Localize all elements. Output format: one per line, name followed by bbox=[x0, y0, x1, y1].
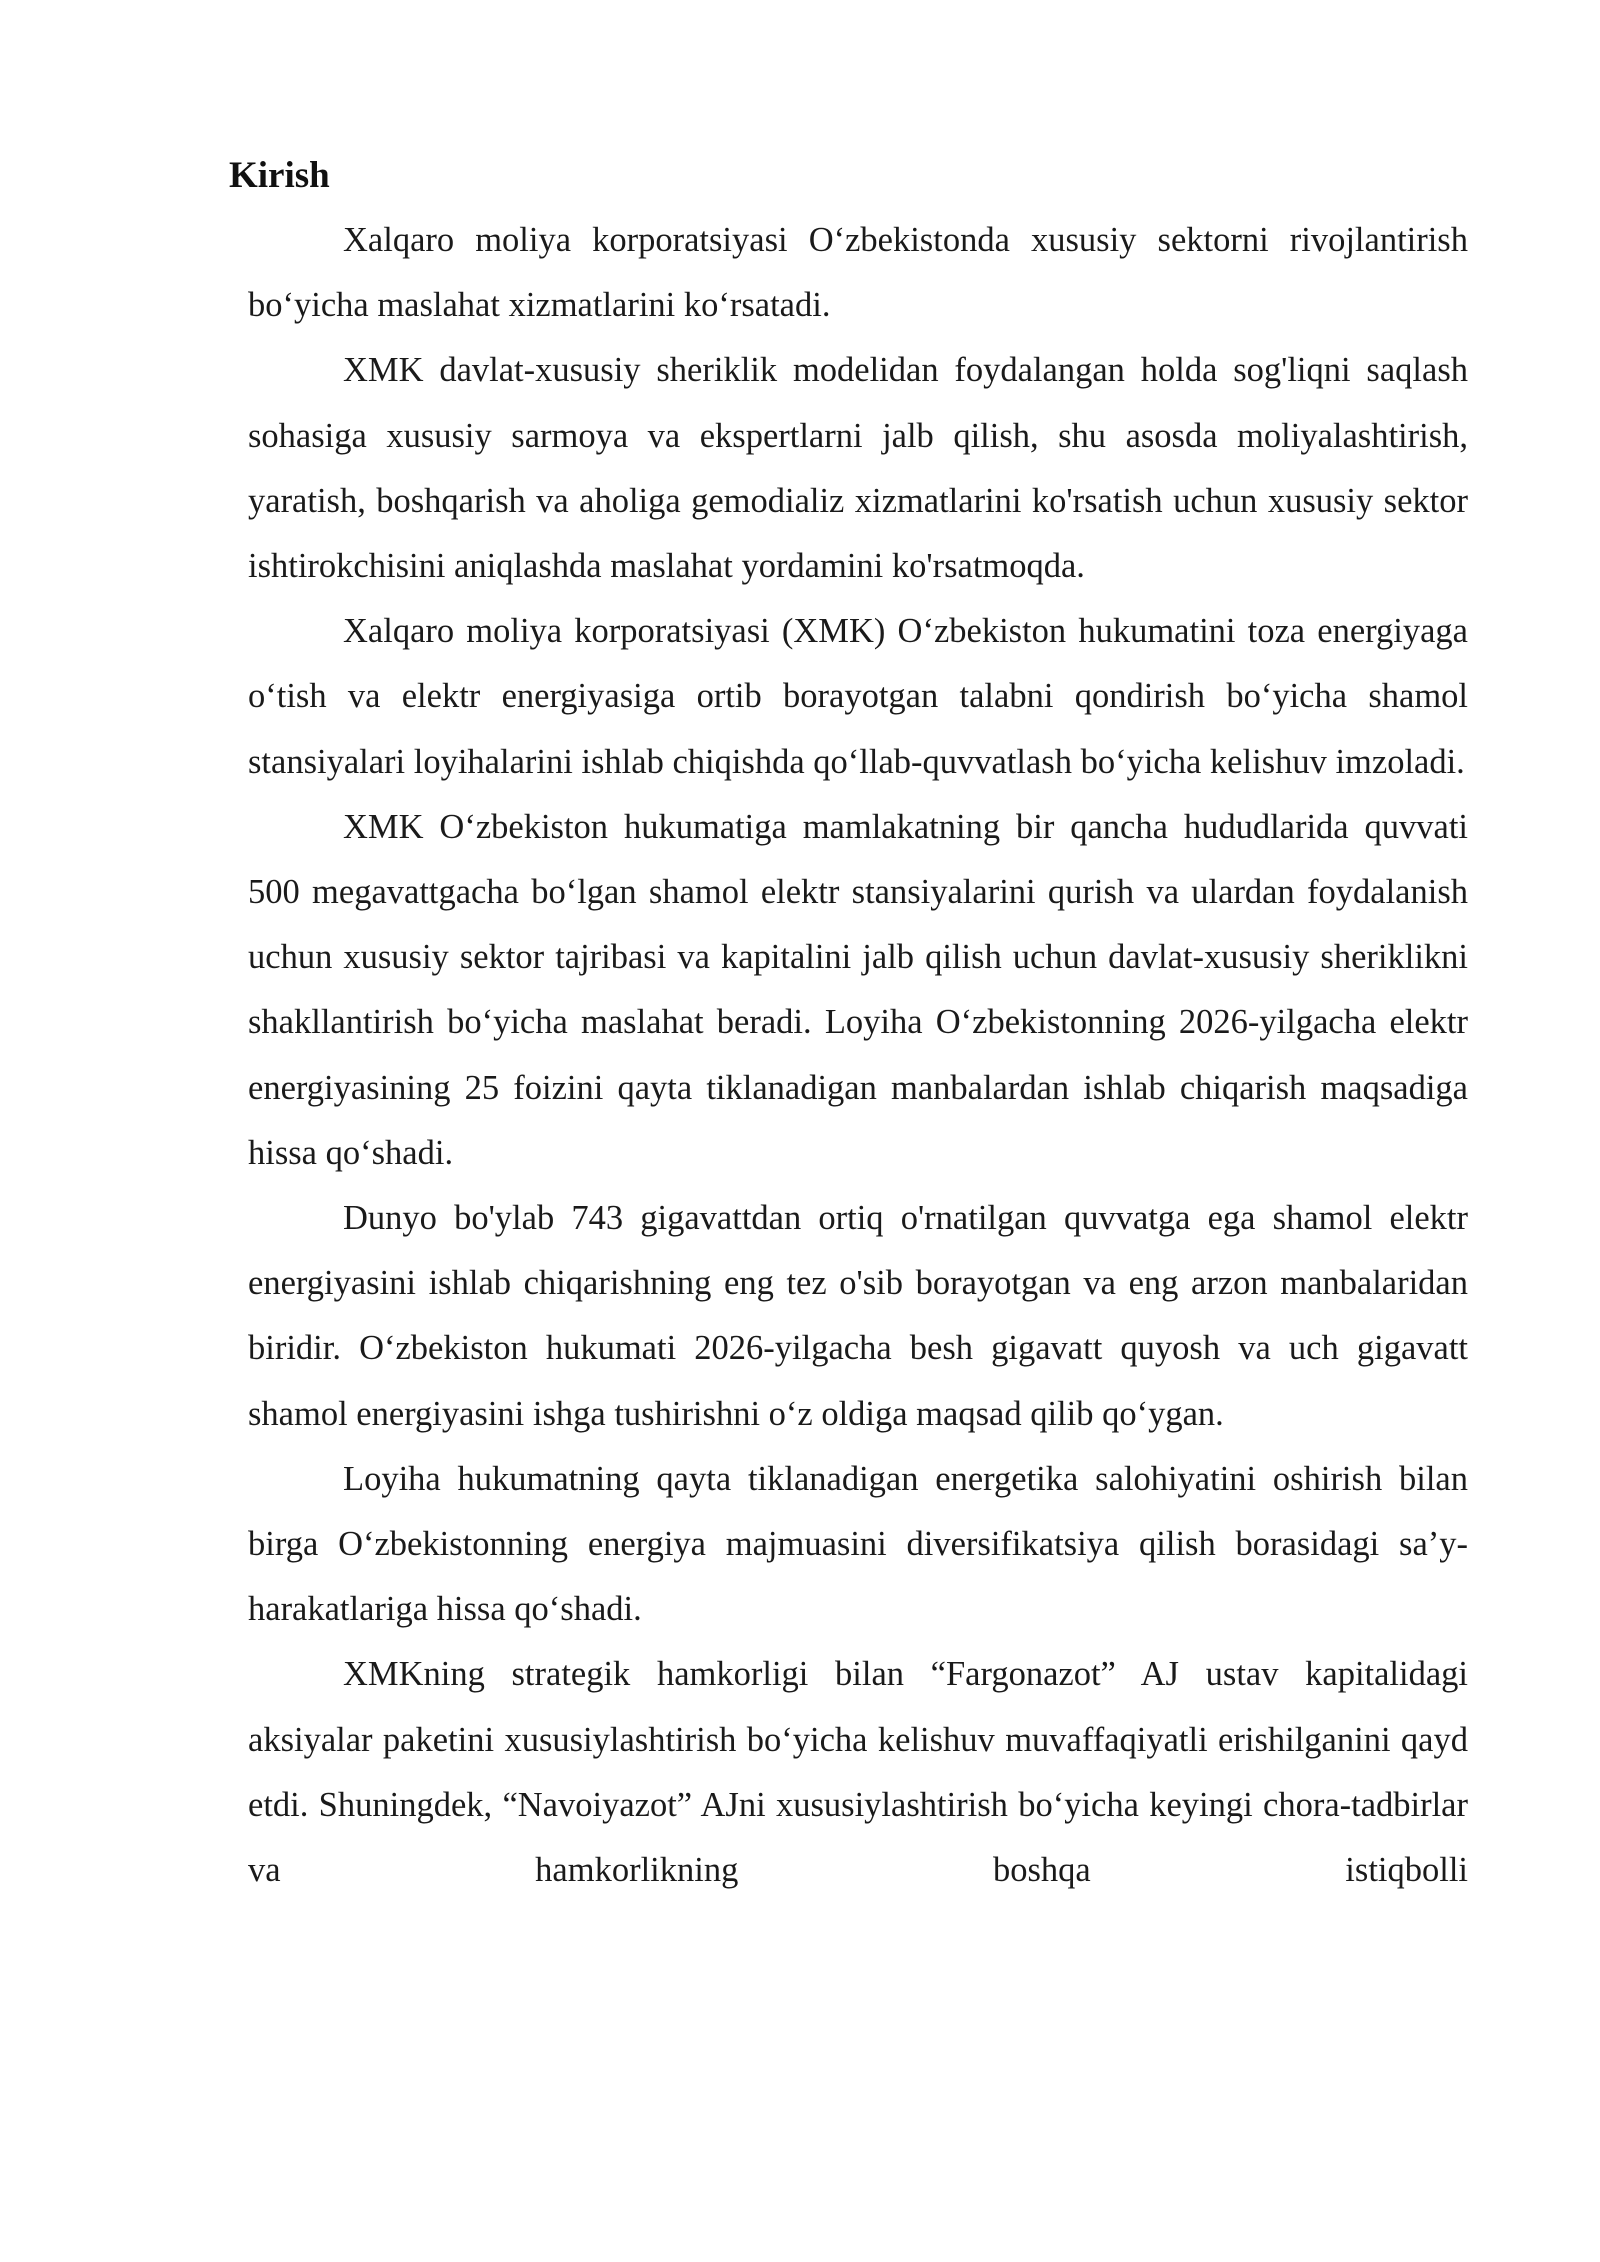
paragraph-6: Loyiha hukumatning qayta tiklanadigan energetika salohiyatini oshirish bilan birga O‘zbekistonning energiya majmuasini diversifikatsiya qilish borasidagi sa’y-harakatlariga hissa qo‘shadi. bbox=[248, 1459, 1468, 1629]
document-body bbox=[248, 208, 1468, 1903]
section-heading: Kirish bbox=[229, 155, 330, 196]
paragraph-3: Xalqaro moliya korporatsiyasi (XMK) O‘zbekiston hukumatini toza energiyaga o‘tish va elektr energiyasiga ortib borayotgan talabni qondirish bo‘yicha shamol stansiyalari loyihalarini ishlab chiqishda qo‘llab-quvvatlash bo‘yicha kelishuv imzoladi. bbox=[248, 612, 1468, 781]
paragraph-7: XMKning strategik hamkorligi bilan “Fargonazot” AJ ustav kapitalidagi aksiyalar paketini xususiylashtirish bo‘yicha kelishuv muvaffaqiyatli erishilganini qayd etdi. Shuningdek, “Navoiyazot” AJni xususiylashtirish bo‘yicha keyingi chora-tadbirlar va hamkorlikning boshqa istiqbolli bbox=[248, 1655, 1468, 1890]
paragraph-1: Xalqaro moliya korporatsiyasi O‘zbekistonda xususiy sektorni rivojlantirish bo‘yicha maslahat xizmatlarini ko‘rsatadi. bbox=[248, 221, 1468, 325]
paragraph-4: XMK O‘zbekiston hukumatiga mamlakatning bir qancha hududlarida quvvati 500 megavattgacha bo‘lgan shamol elektr stansiyalarini qurish va ulardan foydalanish uchun xususiy sektor tajribasi va kapitalini jalb qilish uchun davlat-xususiy sheriklikni shakllantirish bo‘yicha maslahat beradi. Loyiha O‘zbekistonning 2026-yilgacha elektr energiyasining 25 foizini qayta tiklanadigan manbalardan ishlab chiqarish maqsadiga hissa qo‘shadi. bbox=[248, 807, 1468, 1172]
paragraph-5: Dunyo bo'ylab 743 gigavattdan ortiq o'rnatilgan quvvatga ega shamol elektr energiyasini ishlab chiqarishning eng tez o'sib borayotgan va eng arzon manbalaridan biridir. O‘zbekiston hukumati 2026-yilgacha besh gigavatt quyosh va uch gigavatt shamol energiyasini ishga tushirishni o‘z oldiga maqsad qilib qo‘ygan. bbox=[248, 1199, 1468, 1433]
paragraph-2: XMK davlat-xususiy sheriklik modelidan foydalangan holda sog'liqni saqlash sohasiga xususiy sarmoya va ekspertlarni jalb qilish, shu asosda moliyalashtirish, yaratish, boshqarish va aholiga gemodializ xizmatlarini ko'rsatish uchun xususiy sektor ishtirokchisini aniqlashda maslahat yordamini ko'rsatmoqda. bbox=[248, 351, 1468, 586]
